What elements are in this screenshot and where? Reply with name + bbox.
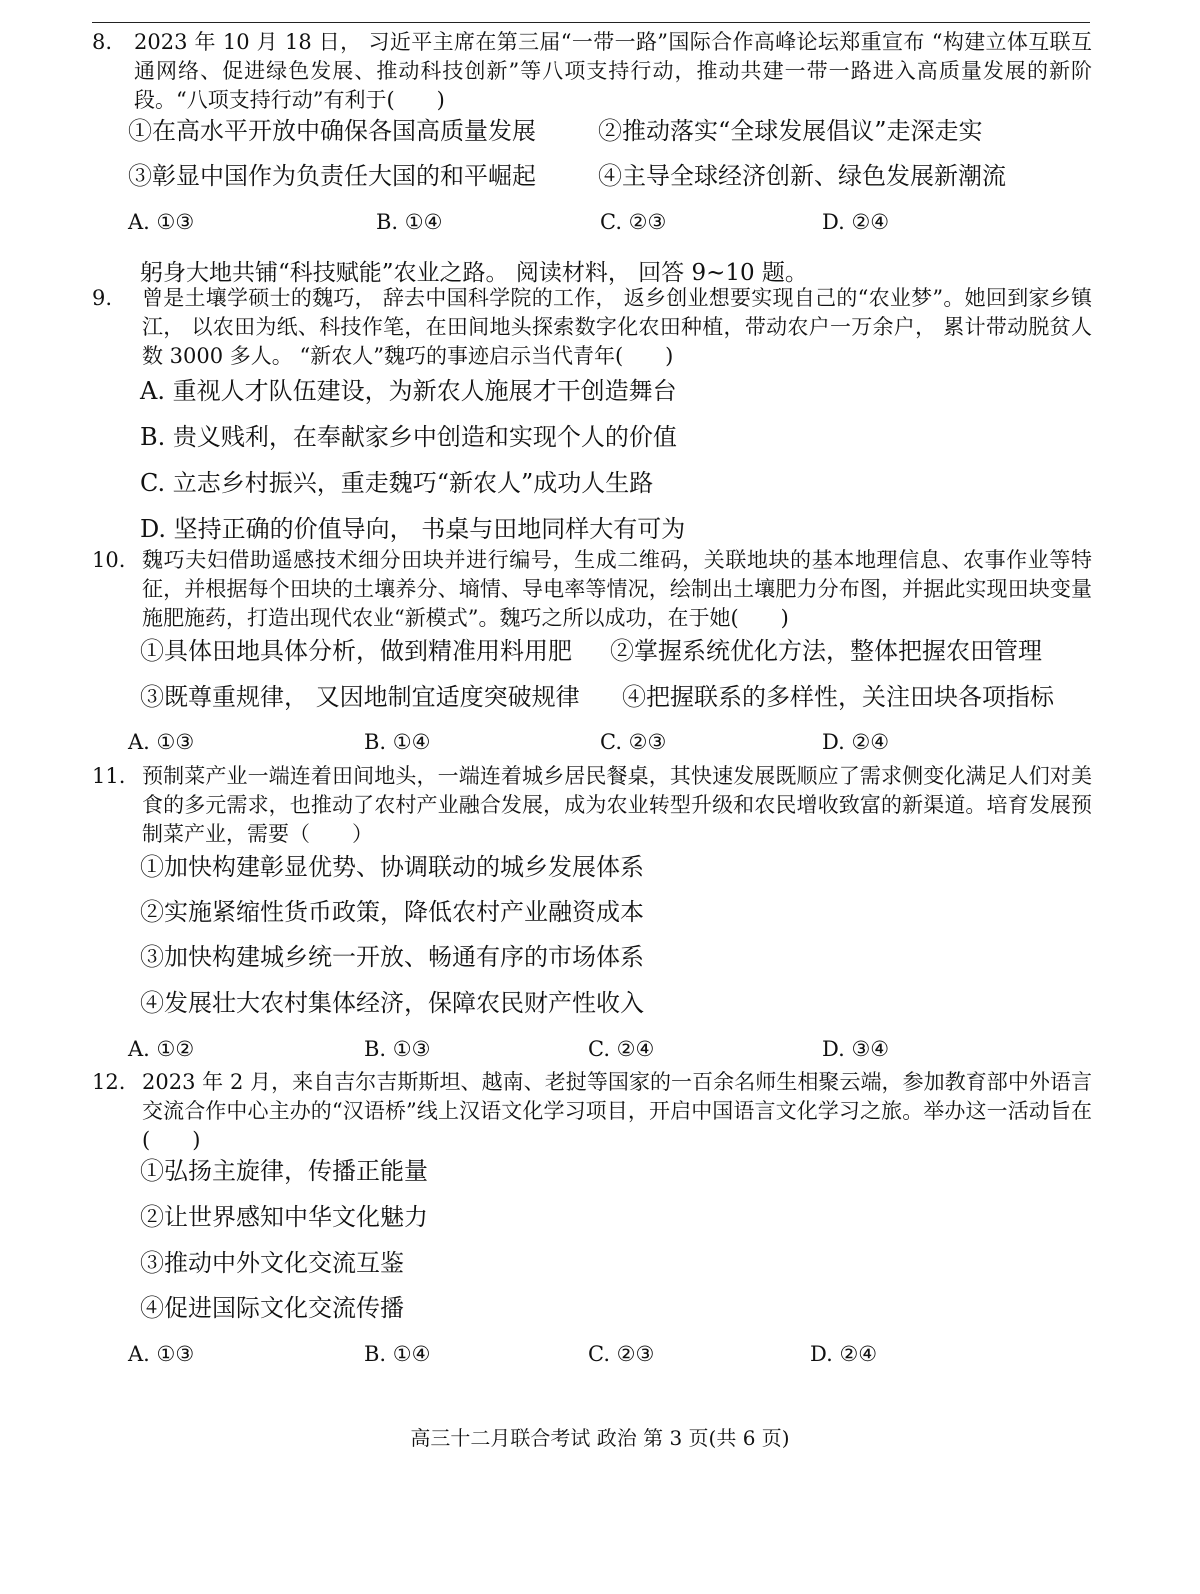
question-stem (92, 28, 1092, 115)
option-item: ②推动落实“全球发展倡议”走深走实 (598, 117, 983, 145)
answer-choice-d: D. ②④ (822, 210, 890, 234)
question-text: 预制菜产业一端连着田间地头，一端连着城乡居民餐桌，其快速发展既顺应了需求侧变化满足人们对美食的多元需求，也推动了农村产业融合发展，成为农业转型升级和农民增收致富的新渠道。培育发展预制菜产业，需要（ ） (142, 764, 1092, 846)
question-stem (92, 284, 1092, 371)
header-rule (92, 22, 1090, 23)
option-item: ①弘扬主旋律，传播正能量 (140, 1157, 428, 1185)
answer-choice-b: B. ①③ (364, 1037, 431, 1061)
question-number: 10. (92, 548, 126, 572)
option-item: ①加快构建彰显优势、协调联动的城乡发展体系 (140, 853, 644, 881)
question-text: 2023 年 2 月，来自吉尔吉斯斯坦、越南、老挝等国家的一百余名师生相聚云端，参加教育部中外语言交流合作中心主办的“汉语桥”线上汉语文化学习项目，开启中国语言文化学习之旅。举办这一活动旨在( ) (142, 1070, 1092, 1152)
question-9 (92, 284, 1092, 371)
answer-choice-a: A. ①② (128, 1037, 195, 1061)
question-number: 12. (92, 1070, 126, 1094)
option-item: ④发展壮大农村集体经济，保障农民财产性收入 (140, 989, 644, 1017)
material-lead: 躬身大地共铺“科技赋能”农业之路。 阅读材料， 回答 9~10 题。 (140, 260, 808, 286)
question-text: 曾是土壤学硕士的魏巧， 辞去中国科学院的工作， 返乡创业想要实现自己的“农业梦”。她回到家乡镇江， 以农田为纸、科技作笔，在田间地头探索数字化农田种植，带动农户一万余户， 累计带动脱贫人数 3000 多人。 “新农人”魏巧的事迹启示当代青年( ) (142, 286, 1092, 368)
answer-choice-d: D. ②④ (822, 730, 890, 754)
option-item: B. 贵义贱利，在奉献家乡中创造和实现个人的价值 (140, 423, 677, 451)
answer-choice-a: A. ①③ (128, 730, 195, 754)
option-item: ①在高水平开放中确保各国高质量发展 (128, 117, 536, 145)
answer-choice-c: C. ②④ (588, 1037, 655, 1061)
answer-choice-a: A. ①③ (128, 1342, 195, 1366)
answer-choice-d: D. ②④ (810, 1342, 878, 1366)
answer-choice-b: B. ①④ (364, 730, 431, 754)
answer-choice-c: C. ②③ (600, 730, 667, 754)
option-item: ③加快构建城乡统一开放、畅通有序的市场体系 (140, 943, 644, 971)
option-item: C. 立志乡村振兴，重走魏巧“新农人”成功人生路 (140, 469, 654, 497)
question-number: 11. (92, 764, 126, 788)
answer-choice-b: B. ①④ (364, 1342, 431, 1366)
option-item: ③既尊重规律， 又因地制宜适度突破规律 (140, 683, 580, 711)
option-item: D. 坚持正确的价值导向， 书桌与田地同样大有可为 (140, 515, 686, 543)
question-number: 8. (92, 30, 113, 54)
question-stem (92, 1068, 1092, 1155)
option-item: ②让世界感知中华文化魅力 (140, 1203, 428, 1231)
option-item: ④主导全球经济创新、绿色发展新潮流 (598, 162, 1006, 190)
question-11 (92, 762, 1092, 849)
answer-choice-a: A. ①③ (128, 210, 195, 234)
question-stem (92, 546, 1092, 633)
answer-choice-d: D. ③④ (822, 1037, 890, 1061)
question-text: 魏巧夫妇借助遥感技术细分田块并进行编号，生成二维码，关联地块的基本地理信息、农事作业等特征，并根据每个田块的土壤养分、墒情、导电率等情况，绘制出土壤肥力分布图，并据此实现田块变量施肥施药，打造出现代农业“新模式”。魏巧之所以成功，在于她( ) (142, 548, 1092, 630)
question-number: 9. (92, 286, 113, 310)
page-footer: 高三十二月联合考试 政治 第 3 页(共 6 页) (410, 1426, 790, 1450)
option-item: ③彰显中国作为负责任大国的和平崛起 (128, 162, 536, 190)
question-8 (92, 28, 1092, 115)
question-12 (92, 1068, 1092, 1155)
question-10 (92, 546, 1092, 633)
option-item: ④促进国际文化交流传播 (140, 1294, 404, 1322)
option-item: ③推动中外文化交流互鉴 (140, 1249, 404, 1277)
answer-choice-c: C. ②③ (600, 210, 667, 234)
option-item: A. 重视人才队伍建设，为新农人施展才干创造舞台 (140, 377, 677, 405)
option-item: ②掌握系统优化方法，整体把握农田管理 (610, 637, 1042, 665)
option-item: ②实施紧缩性货币政策，降低农村产业融资成本 (140, 898, 644, 926)
answer-choice-c: C. ②③ (588, 1342, 655, 1366)
option-item: ④把握联系的多样性，关注田块各项指标 (622, 683, 1054, 711)
question-text: 2023 年 10 月 18 日， 习近平主席在第三届“一带一路”国际合作高峰论坛郑重宣布 “构建立体互联互通网络、促进绿色发展、推动科技创新”等八项支持行动，推动共建一带一路进入高质量发展的新阶段。“八项支持行动”有利于( ) (134, 30, 1092, 112)
option-item: ①具体田地具体分析，做到精准用料用肥 (140, 637, 572, 665)
answer-choice-b: B. ①④ (376, 210, 443, 234)
question-stem (92, 762, 1092, 849)
